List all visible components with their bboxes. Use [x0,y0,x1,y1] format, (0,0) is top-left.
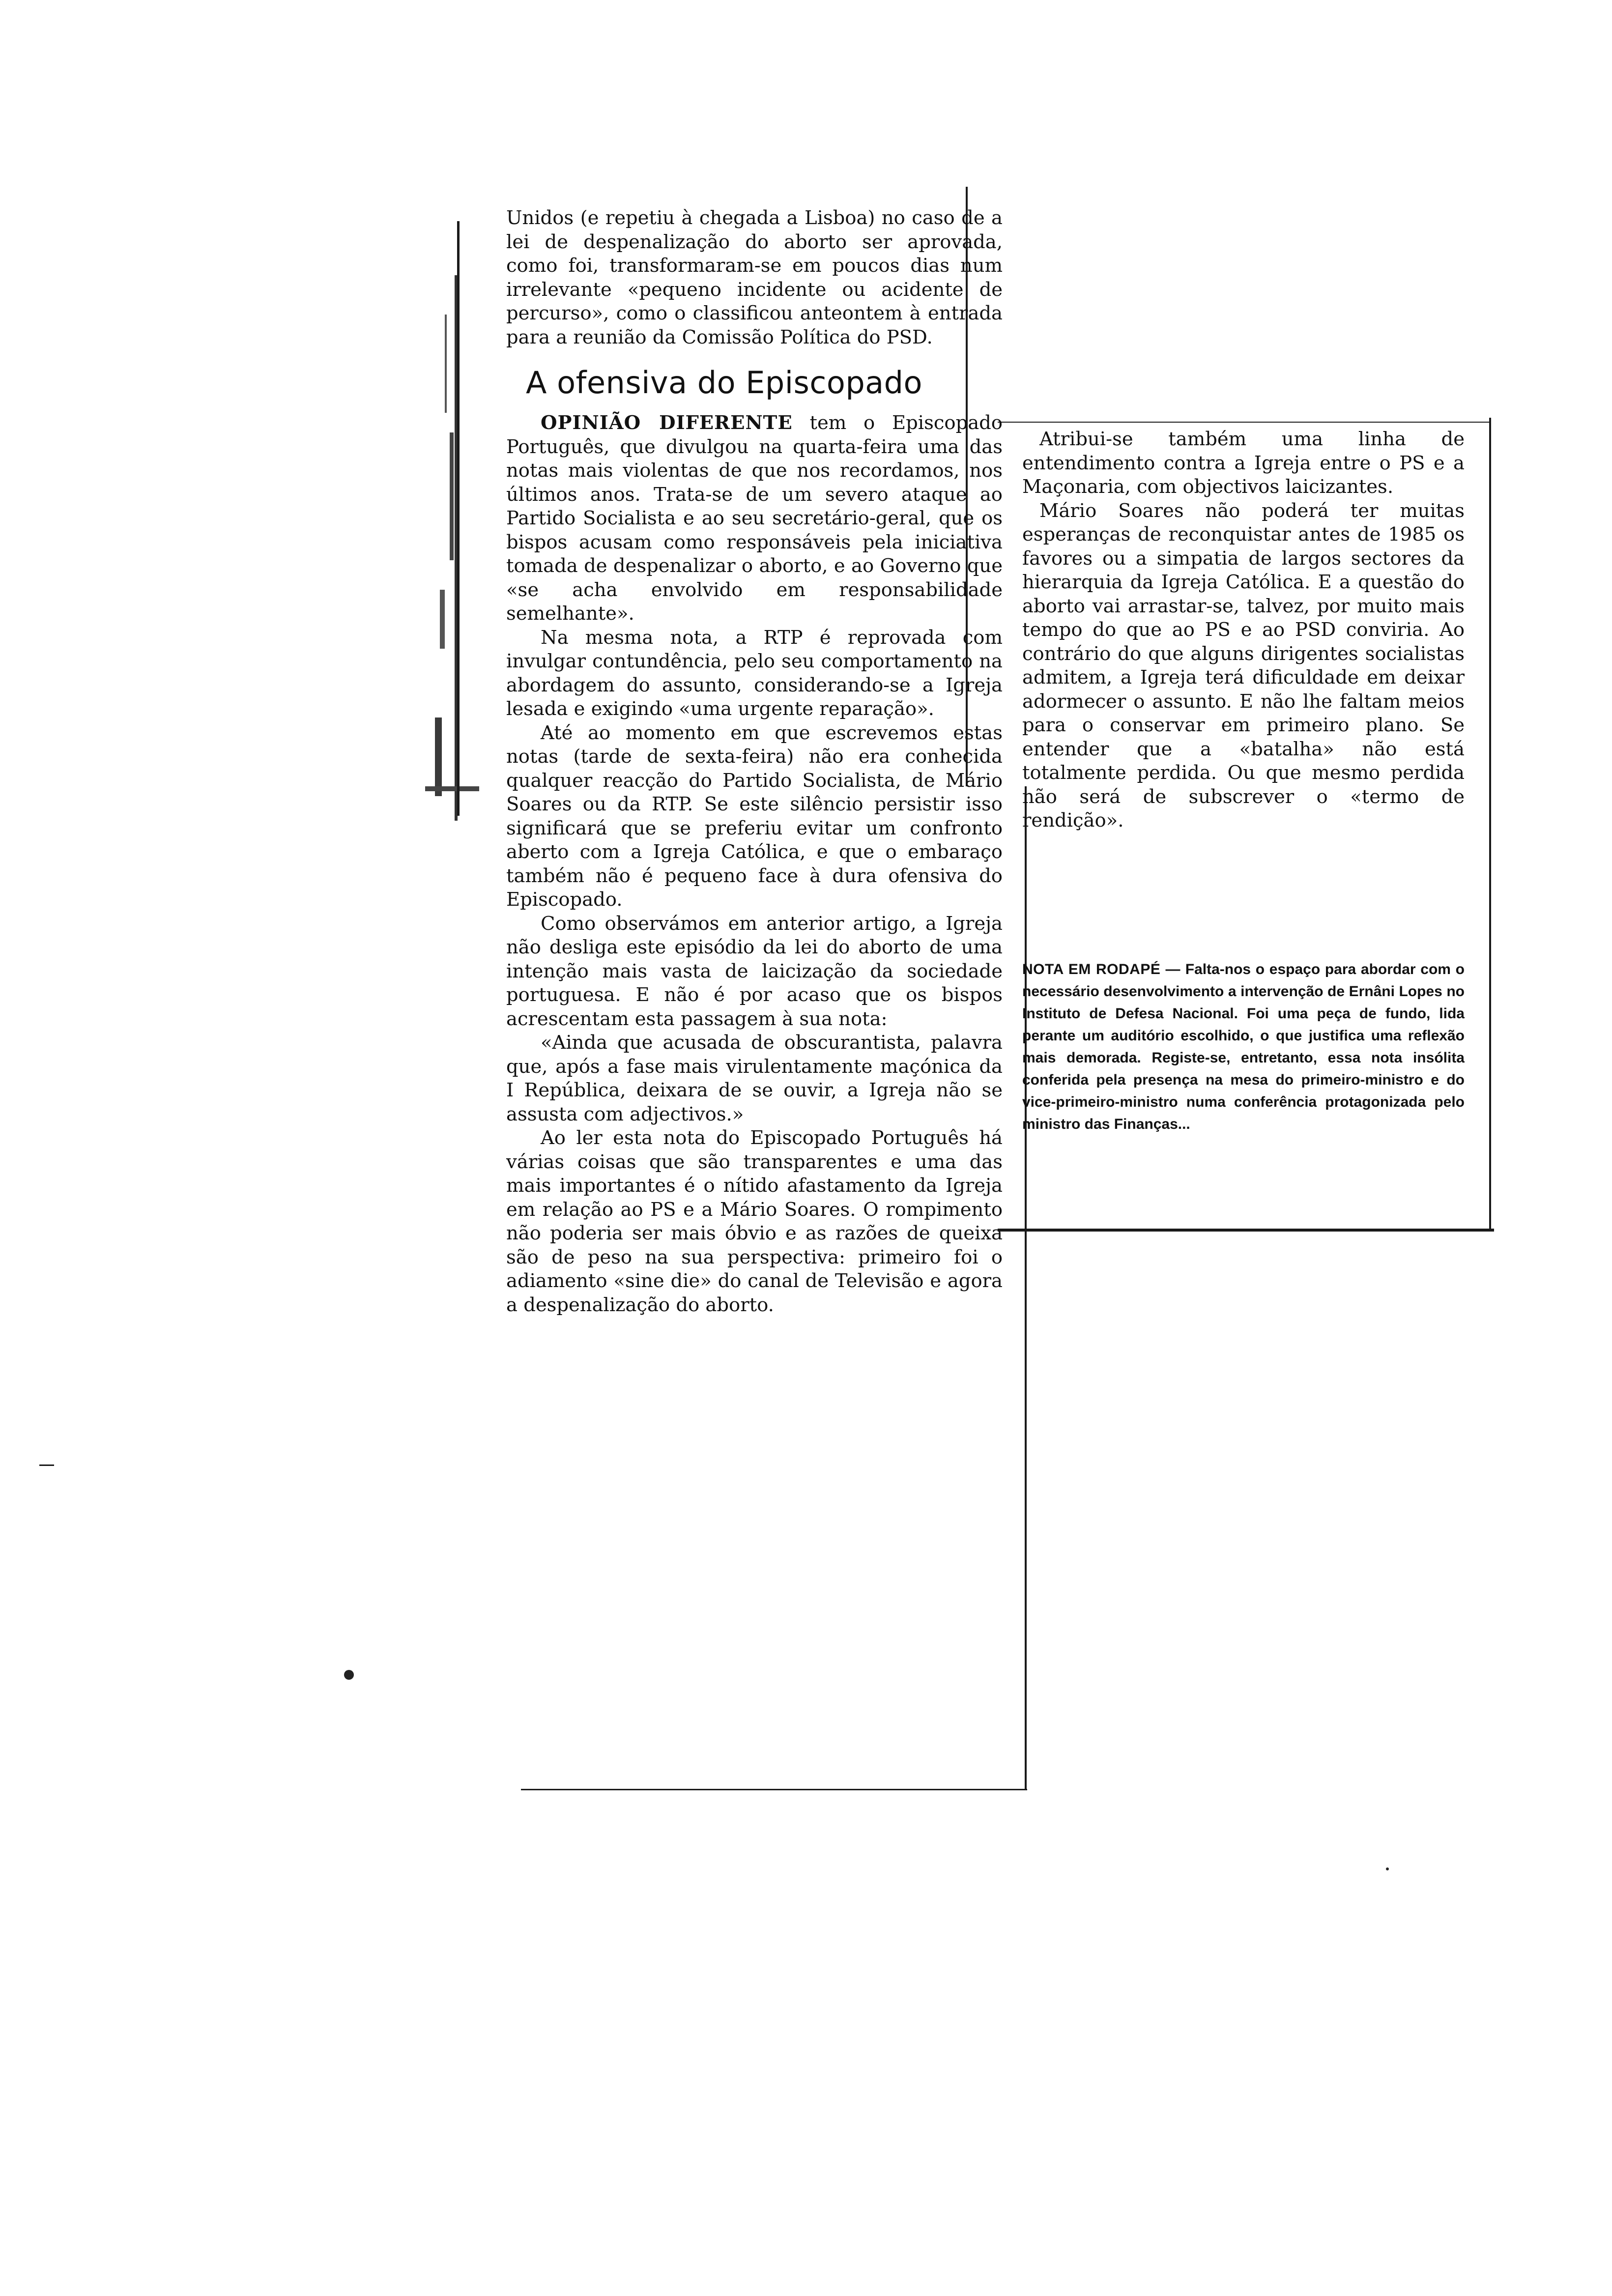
article-paragraph: Como observámos em anterior artigo, a Igreja não desliga este episódio da lei do aborto de uma intenção mais vasta de laicização da sociedade portuguesa. E não é por acaso que os bispos acrescentam esta passagem à sua nota: [506,912,1003,1030]
stray-dot [1386,1867,1389,1870]
quote-paragraph: «Ainda que acusada de obscurantista, palavra que, após a fase mais virulentamente maçónica da I República, deixara de se ouvir, a Igreja não se assusta com adjectivos.» [506,1032,1003,1125]
article-paragraph: Atribui-se também uma linha de entendimento contra a Igreja entre o PS e a Maçonaria, com objectivos laicizantes. [1022,428,1465,498]
left-clip-lower-right-border [1025,786,1027,1789]
section-heading: A ofensiva do Episcopado [526,365,922,401]
article-paragraph: Na mesma nota, a RTP é reprovada com invulgar contundência, pelo seu comportamento na abordagem do assunto, considerando-se a Igreja lesada e exigindo «uma urgente reparação». [506,626,1003,720]
right-clip-bottom-border [998,1229,1494,1232]
right-clip-top-border [998,422,1489,423]
footnote [1022,958,1465,1135]
intro-paragraph: Unidos (e repetiu à chegada a Lisboa) no caso de a lei de despenalização do aborto ser aprovada, como foi, transformaram-se em poucos dias num irrelevante «pequeno incidente ou acidente de percurso», como o classificou anteontem à entrada para a reunião da Comissão Política do PSD. [506,207,1003,348]
article-paragraph [506,411,1003,626]
lead-caps: OPINIÃO DIFERENTE [541,412,793,434]
footnote-text: Falta-nos o espaço para abordar com o necessário desenvolvimento a intervenção de Ernâni Lopes no Instituto de Defesa Nacional. Foi uma peça de fundo, lida perante um auditório escolhido, o que justifica uma reflexão mais demorada. Registe-se, entretanto, essa nota insólita conferida pela presença na mesa do primeiro-ministro e do vice-primeiro-ministro numa conferência protagonizada pelo ministro das Finanças... [1022,961,1465,1132]
article-paragraph: Ao ler esta nota do Episcopado Português há várias coisas que são transparentes e uma das mais importantes é o nítido afastamento da Igreja em relação ao PS e a Mário Soares. O rompimento não poderia ser mais óbvio e as razões de queixa são de peso na sua perspectiva: primeiro foi o adiamento «sine die» do canal de Televisão e agora a despenalização do aborto. [506,1127,1003,1316]
left-clip-bottom-border [521,1789,1027,1790]
right-article-column [1022,428,1465,833]
article-paragraph: Mário Soares não poderá ter muitas esperanças de reconquistar antes de 1985 os favores ou a simpatia de largos sectores da hierarquia da Igreja Católica. E a questão do aborto vai arrastar-se, talvez, por muito mais tempo do que ao PS e ao PSD conviria. Ao contrário do que alguns dirigentes socialistas admitem, a Igreja terá dificuldade em deixar adormecer o assunto. E não lhe faltam meios para o conservar em primeiro plano. Se entender que a «batalha» não está totalmente perdida. Ou que mesmo perdida não será de subscrever o «termo de rendição». [1022,499,1465,832]
scan-edge-artifact [425,275,479,821]
left-article-column [506,206,1003,1317]
paragraph-text: tem o Episcopado Português, que divulgou na quarta-feira uma das notas mais violentas de que nos recordamos, nos últimos anos. Trata-se de um severo ataque ao Partido Socialista e ao seu secretário-geral, que os bispos acusam como responsáveis pela iniciativa tomada de despenalizar o aborto, e ao Governo que «se acha envolvido em responsabilidade semelhante». [506,412,1003,625]
stray-mark [39,1464,54,1466]
footnote-label: NOTA EM RODAPÉ — [1022,961,1181,977]
stray-dot [344,1670,354,1680]
left-clip-border [457,221,460,816]
right-clip-right-border [1489,418,1491,1229]
article-paragraph: Até ao momento em que escrevemos estas notas (tarde de sexta-feira) não era conhecida qualquer reacção do Partido Socialista, de Mário Soares ou da RTP. Se este silêncio persistir isso significará que se preferiu evitar um confronto aberto com a Igreja Católica, e que o embaraço também não é pequeno face à dura ofensiva do Episcopado. [506,721,1003,911]
